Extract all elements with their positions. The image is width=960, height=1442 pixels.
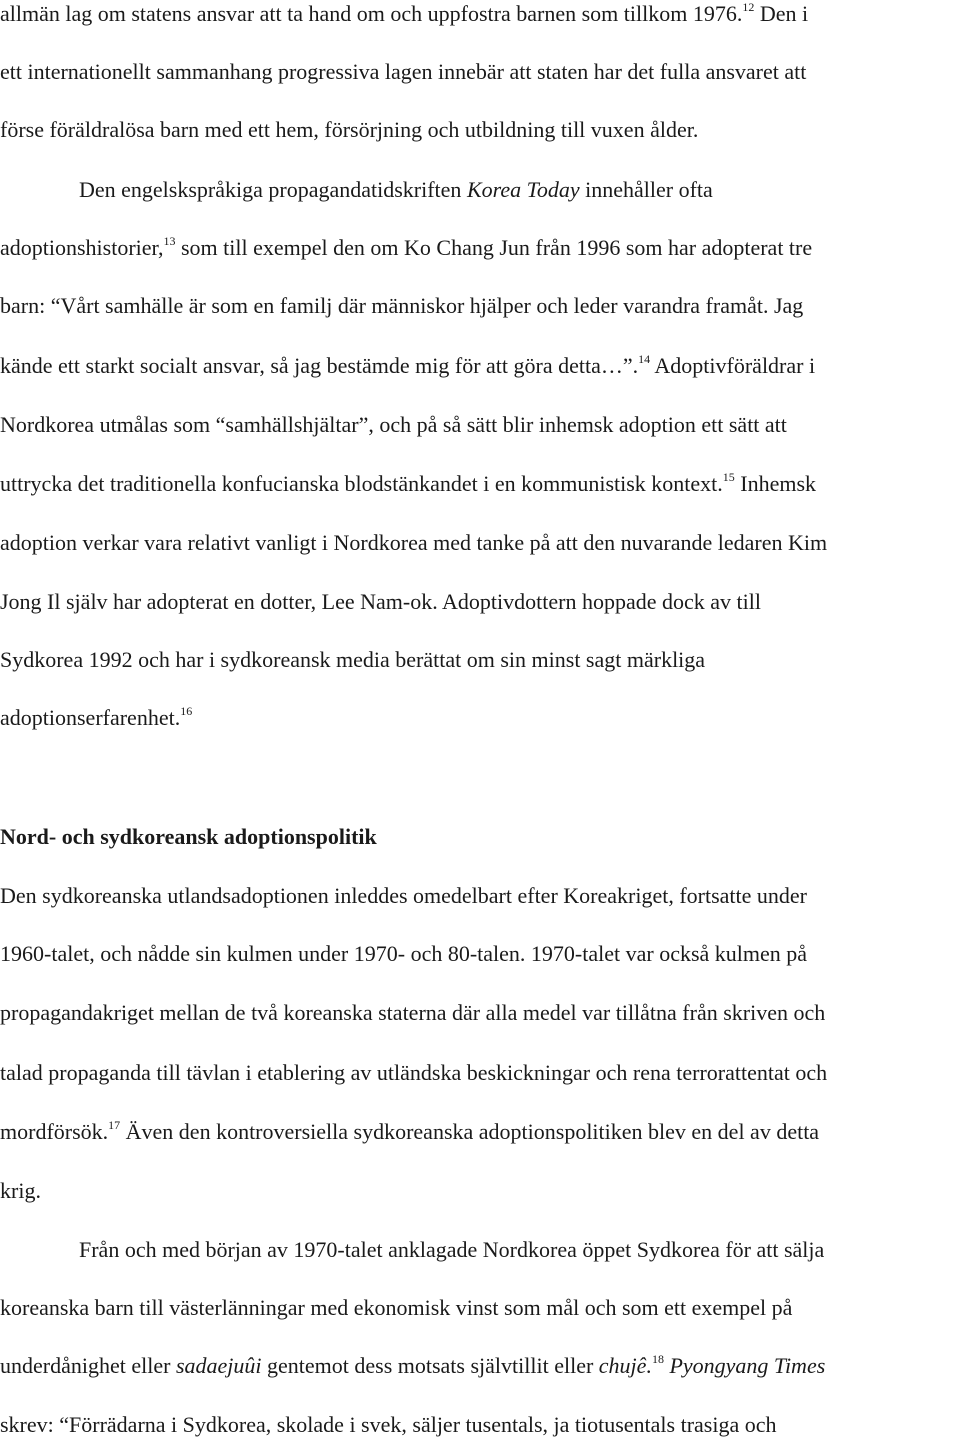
- section-heading: Nord- och sydkoreansk adoptionspolitik: [0, 824, 377, 849]
- body-line: Jong Il själv har adopterat en dotter, Lee Nam-ok. Adoptivdottern hoppade dock av till: [0, 589, 761, 614]
- text-run: kände ett starkt socialt ansvar, så jag bestämde mig för att göra detta…”.: [0, 353, 639, 378]
- body-line: [0, 704, 960, 732]
- italic-term: sadaejuûi: [175, 1353, 262, 1378]
- body-line: Från och med början av 1970-talet anklagade Nordkorea öppet Sydkorea för att sälja: [79, 1237, 825, 1262]
- text-run: som till exempel den om Ko Chang Jun från 1996 som har adopterat tre: [175, 235, 813, 260]
- text-run: adoptionserfarenhet.: [0, 705, 181, 730]
- text-run: Den engelskspråkiga propagandatidskriften: [79, 177, 467, 202]
- text-run: Den i: [759, 1, 809, 26]
- text-run: mordförsök.: [0, 1119, 109, 1144]
- body-line: Sydkorea 1992 och har i sydkoreansk media berättat om sin minst sagt märkliga: [0, 647, 706, 672]
- body-line: skrev: “Förrädarna i Sydkorea, skolade i svek, säljer tusentals, ja tiotusentals trasiga och: [0, 1412, 777, 1437]
- footnote-ref[interactable]: 17: [108, 1118, 121, 1132]
- text-run: allmän lag om statens ansvar att ta hand om och uppfostra barnen som tillkom 1976.: [0, 1, 743, 26]
- footnote-ref[interactable]: 12: [742, 0, 755, 14]
- footnote-ref[interactable]: 15: [722, 470, 735, 484]
- body-line: Den sydkoreanska utlandsadoptionen inleddes omedelbart efter Koreakriget, fortsatte under: [0, 883, 807, 908]
- body-line: koreanska barn till västerlänningar med ekonomisk vinst som mål och som ett exempel på: [0, 1295, 793, 1320]
- body-line: [0, 1118, 960, 1146]
- body-line: talad propaganda till tävlan i etablering av utländska beskickningar och rena terrorattentat och: [0, 1060, 828, 1085]
- body-line: krig.: [0, 1178, 41, 1203]
- footnote-ref[interactable]: 13: [163, 234, 176, 248]
- text-run: adoptionshistorier,: [0, 235, 164, 260]
- body-line: barn: “Vårt samhälle är som en familj där människor hjälper och leder varandra framåt. Jag: [0, 293, 804, 318]
- text-run: gentemot dess motsats självtillit eller: [261, 1353, 599, 1378]
- body-line: adoption verkar vara relativt vanligt i Nordkorea med tanke på att den nuvarande ledaren Kim: [0, 530, 828, 555]
- body-line: [0, 0, 960, 28]
- body-line: [0, 176, 960, 204]
- body-line: Nordkorea utmålas som “samhällshjältar”, och på så sätt blir inhemsk adoption ett sätt att: [0, 412, 787, 437]
- text-run: underdånighet eller: [0, 1353, 176, 1378]
- body-line: 1960-talet, och nådde sin kulmen under 1970- och 80-talen. 1970-talet var också kulmen på: [0, 941, 808, 966]
- text-run: Adoptivföräldrar i: [650, 353, 816, 378]
- italic-term: chujê.: [598, 1353, 652, 1378]
- body-line: [0, 234, 960, 262]
- body-line: ett internationellt sammanhang progressiva lagen innebär att staten har det fulla ansvaret att: [0, 59, 807, 84]
- body-line: förse föräldralösa barn med ett hem, försörjning och utbildning till vuxen ålder.: [0, 117, 699, 142]
- body-line: [0, 470, 960, 498]
- body-line: [0, 352, 960, 380]
- text-run: Inhemsk: [734, 471, 817, 496]
- footnote-ref[interactable]: 16: [180, 704, 193, 718]
- body-line: [0, 1352, 960, 1380]
- body-line: propagandakriget mellan de två koreanska staterna där alla medel var tillåtna från skriven och: [0, 1000, 826, 1025]
- italic-title: Pyongyang Times: [663, 1353, 826, 1378]
- footnote-ref[interactable]: 14: [638, 352, 651, 366]
- text-run: innehåller ofta: [579, 177, 713, 202]
- text-run: Även den kontroversiella sydkoreanska adoptionspolitiken blev en del av detta: [120, 1119, 820, 1144]
- footnote-ref[interactable]: 18: [651, 1352, 664, 1366]
- text-run: uttrycka det traditionella konfucianska blodstänkandet i en kommunistisk kontext.: [0, 471, 723, 496]
- italic-title: Korea Today: [466, 177, 580, 202]
